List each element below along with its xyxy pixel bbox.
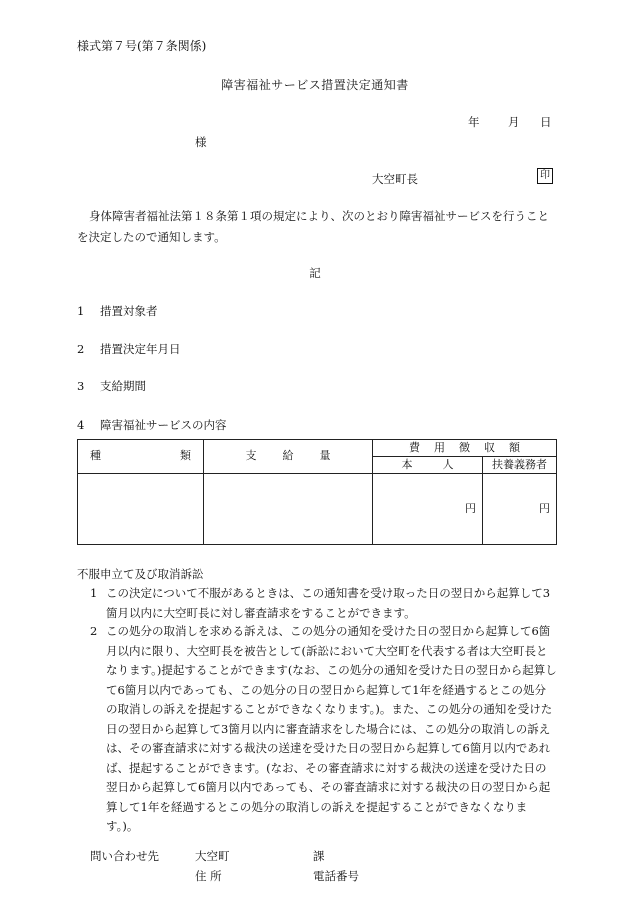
header-self: 本 人 (373, 456, 483, 473)
item-label: 障害福祉サービスの内容 (100, 418, 227, 432)
item-decision-date (77, 341, 181, 358)
service-table (77, 439, 557, 545)
cell-amount (204, 473, 373, 544)
item-number: 2 (77, 342, 85, 356)
seal-mark: 印 (537, 168, 553, 184)
paragraph-text: この処分の取消しを求める訴えは、この処分の通知を受けた日の翌日から起算して6箇月以内に限り、大空町長を被告として(訴訟において大空町を代表する者は大空町長となります。)提起することができます(なお、この処分の通知を受けた日の翌日から起算して6箇月以内であっても、この処分の日の翌日から起算して1年を経過するとこの処分の取消しの訴えを提起することができなくなります。)。また、この処分の通知を受けた日の翌日から起算して3箇月以内に審査請求をした場合には、この処分の取消しの訴えは、その審査請求に対する裁決の送達を受けた日の翌日から起算して6箇月以内であれば、提起することができます。(なお、その審査請求に対する裁決の送達を受けた日の翌日から起算して6箇月以内であっても、その審査請求に対する裁決の日の翌日から起算して1年を経過するとこの処分の取消しの訴えを提起することができなくなります。)。 (106, 624, 557, 833)
item-payment-period (77, 378, 146, 395)
paragraph-text: この決定について不服があるときは、この通知書を受け取った日の翌日から起算して3箇月以内に大空町長に対し審査請求をすることができます。 (106, 586, 551, 620)
header-amount: 支 給 量 (204, 440, 373, 474)
paragraph-number: 1 (90, 586, 98, 600)
form-number: 様式第７号(第７条関係) (77, 39, 207, 53)
cell-type (78, 473, 204, 544)
appeal-paragraph-1 (90, 584, 557, 623)
issuer: 大空町長 (372, 172, 418, 186)
body-text: 身体障害者福祉法第１８条第１項の規定により、次のとおり障害福祉サービスを行うことを決定したので通知します。 (77, 209, 549, 244)
cell-fee-self: 円 (373, 473, 483, 544)
addressee-suffix: 様 (195, 135, 207, 149)
paragraph-number: 2 (90, 624, 98, 638)
contact-address-label: 住 所 (195, 869, 222, 883)
header-supporter: 扶養義務者 (483, 456, 557, 473)
cell-fee-supporter: 円 (483, 473, 557, 544)
item-number: 3 (77, 379, 85, 393)
header-type: 種 類 (78, 440, 204, 474)
date-month: 月 (508, 115, 520, 129)
date-year: 年 (468, 115, 480, 129)
ki-heading: 記 (309, 266, 321, 280)
contact-label: 問い合わせ先 (90, 849, 159, 863)
contact-phone-label: 電話番号 (313, 869, 359, 883)
item-label: 支給期間 (100, 379, 146, 393)
header-fee: 費 用 徴 収 額 (373, 440, 557, 457)
contact-town: 大空町 (195, 849, 230, 863)
item-number: 1 (77, 304, 85, 318)
item-service-content (77, 417, 227, 434)
contact-section: 課 (313, 849, 325, 863)
date-day: 日 (540, 115, 552, 129)
item-label: 措置対象者 (100, 304, 158, 318)
date-row (468, 114, 552, 131)
item-number: 4 (77, 418, 85, 432)
appeal-paragraph-2 (90, 622, 557, 837)
appeal-heading: 不服申立て及び取消訴訟 (77, 567, 204, 581)
item-target-person (77, 303, 158, 320)
document-title: 障害福祉サービス措置決定通知書 (221, 78, 409, 92)
item-label: 措置決定年月日 (100, 342, 181, 356)
